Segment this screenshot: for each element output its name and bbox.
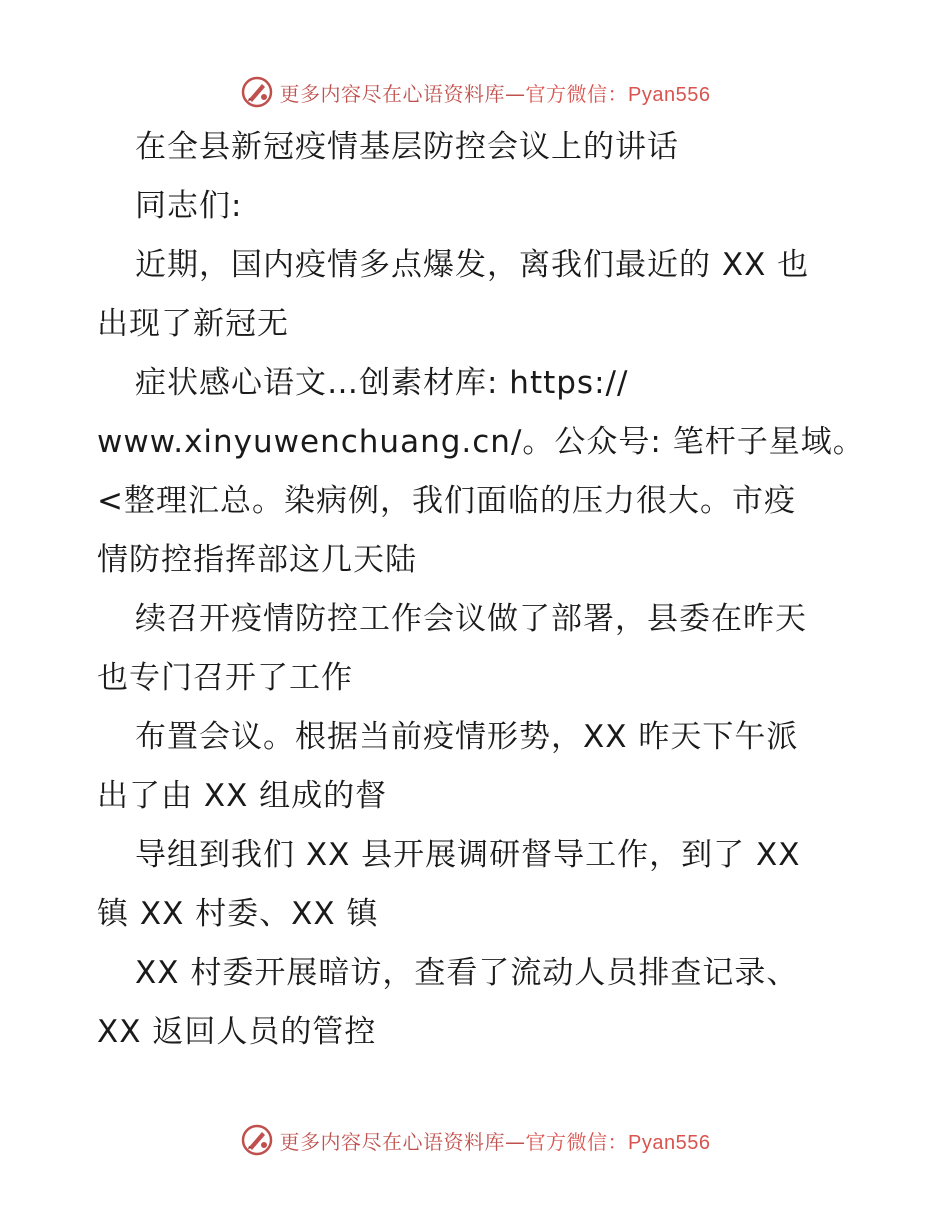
paragraph-line: 症状感心语文…创素材库: https:// xyxy=(135,365,629,401)
paragraph-line: XX 村委开展暗访，查看了流动人员排查记录、 xyxy=(135,955,799,991)
paragraph-line: www.xinyuwenchuang.cn/。公众号: 笔杆子星域。 xyxy=(97,424,865,460)
document-title: 在全县新冠疫情基层防控会议上的讲话 xyxy=(135,129,679,165)
banner-wechat-id: Pyan556 xyxy=(628,1131,711,1154)
paragraph-line: 出了由 XX 组成的督 xyxy=(97,778,388,814)
paragraph-line: 近期，国内疫情多点爆发，离我们最近的 XX 也 xyxy=(135,247,810,283)
paragraph-line: 续召开疫情防控工作会议做了部署，县委在昨天 xyxy=(135,601,807,637)
footer-banner xyxy=(0,1120,950,1160)
paragraph-line: 导组到我们 XX 县开展调研督导工作，到了 XX xyxy=(135,837,801,873)
banner-text xyxy=(280,78,711,107)
paragraph-line: 情防控指挥部这几天陆 xyxy=(97,542,417,578)
banner-site-text: 更多内容尽在心语资料库— xyxy=(279,81,526,106)
paragraph-line: 出现了新冠无 xyxy=(97,306,289,342)
salutation: 同志们: xyxy=(135,188,243,224)
paragraph-line: 镇 XX 村委、XX 镇 xyxy=(97,896,379,932)
document-body xyxy=(97,118,865,1062)
brand-logo-icon xyxy=(240,1123,274,1157)
banner-wechat-id: Pyan556 xyxy=(628,83,711,106)
banner-wechat-label: 官方微信： xyxy=(525,83,629,106)
paragraph-line: 也专门召开了工作 xyxy=(97,660,353,696)
paragraph-line: 布置会议。根据当前疫情形势，XX 昨天下午派 xyxy=(135,719,799,755)
banner-site-text: 更多内容尽在心语资料库— xyxy=(279,1129,526,1154)
brand-logo-icon xyxy=(240,75,274,109)
header-banner xyxy=(0,72,950,112)
paragraph-line: XX 返回人员的管控 xyxy=(97,1014,377,1050)
banner-text xyxy=(280,1126,711,1155)
banner-wechat-label: 官方微信： xyxy=(525,1131,629,1154)
paragraph-line: <整理汇总。染病例，我们面临的压力很大。市疫 xyxy=(97,483,796,519)
